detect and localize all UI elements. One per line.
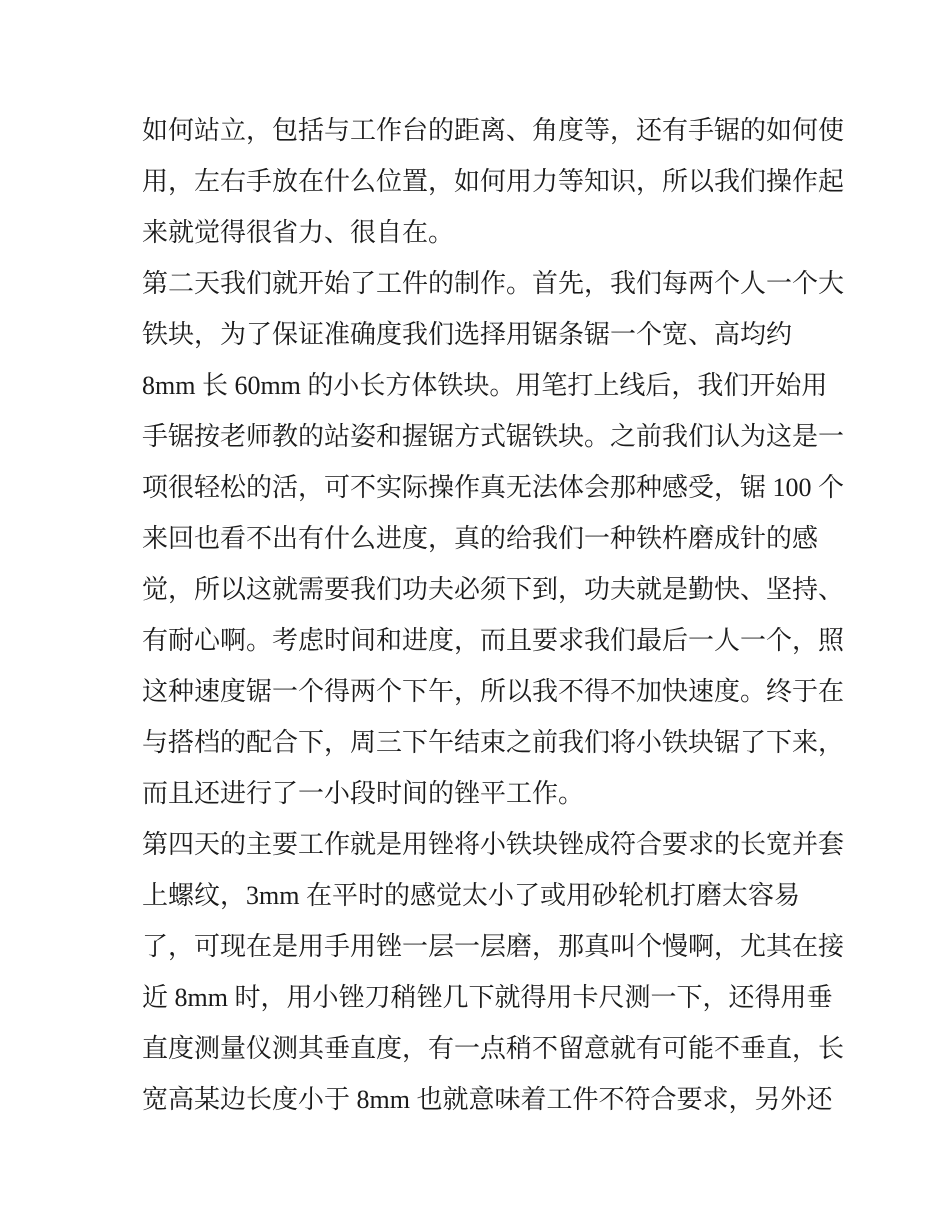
text-line: 来回也看不出有什么进度，真的给我们一种铁杵磨成针的感 (142, 524, 819, 553)
text-line: 近 8mm 时，用小锉刀稍锉几下就得用卡尺测一下，还得用垂 (142, 983, 833, 1012)
text-line: 手锯按老师教的站姿和握锯方式锯铁块。之前我们认为这是一 (142, 422, 845, 451)
text-line: 了，可现在是用手用锉一层一层磨，那真叫个慢啊，尤其在接 (142, 932, 845, 961)
text-line: 如何站立，包括与工作台的距离、角度等，还有手锯的如何使 (142, 116, 845, 145)
text-line: 这种速度锯一个得两个下午，所以我不得不加快速度。终于在 (142, 677, 845, 706)
text-line: 来就觉得很省力、很自在。 (142, 218, 455, 247)
text-line: 8mm 长 60mm 的小长方体铁块。用笔打上线后，我们开始用 (142, 371, 828, 400)
text-line: 第四天的主要工作就是用锉将小铁块锉成符合要求的长宽并套 (142, 830, 845, 859)
document-text-block (142, 105, 845, 1125)
text-line: 第二天我们就开始了工件的制作。首先，我们每两个人一个大 (142, 269, 845, 298)
text-line: 与搭档的配合下，周三下午结束之前我们将小铁块锯了下来， (142, 728, 845, 757)
text-line: 有耐心啊。考虑时间和进度，而且要求我们最后一人一个，照 (142, 626, 845, 655)
text-line: 项很轻松的活，可不实际操作真无法体会那种感受，锯 100 个 (142, 473, 845, 502)
text-line: 铁块，为了保证准确度我们选择用锯条锯一个宽、高均约 (142, 320, 793, 349)
text-line: 直度测量仪测其垂直度，有一点稍不留意就有可能不垂直，长 (142, 1034, 845, 1063)
text-line: 宽高某边长度小于 8mm 也就意味着工件不符合要求，另外还 (142, 1085, 833, 1114)
text-line: 用，左右手放在什么位置，如何用力等知识，所以我们操作起 (142, 167, 845, 196)
text-line: 觉，所以这就需要我们功夫必须下到，功夫就是勤快、坚持、 (142, 575, 845, 604)
text-line: 上螺纹，3mm 在平时的感觉太小了或用砂轮机打磨太容易 (142, 881, 800, 910)
text-line: 而且还进行了一小段时间的锉平工作。 (142, 779, 585, 808)
